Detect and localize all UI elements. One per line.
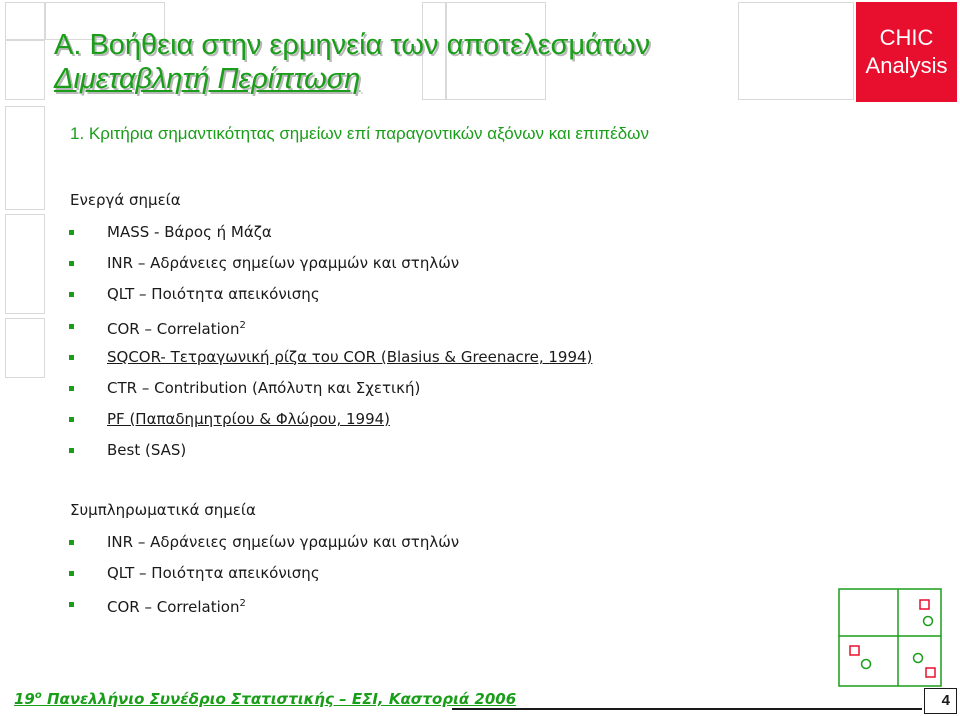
bullet-icon	[69, 571, 74, 576]
list-item: INR – Αδράνειες σημείων γραμμών και στηλών	[68, 253, 592, 284]
superscript: 2	[239, 598, 246, 610]
footer-superscript: ο	[34, 690, 42, 701]
active-points-title: Ενεργά σημεία	[70, 191, 181, 209]
grid-box	[5, 2, 45, 40]
grid-box	[5, 214, 45, 314]
slide-title	[54, 28, 650, 96]
logo-line-2: Analysis	[865, 53, 948, 78]
list-item: COR – Correlation$^2$	[68, 316, 592, 347]
grid-box	[738, 2, 854, 100]
bullet-icon	[69, 230, 74, 235]
title-line-2: Διμεταβλητή Περίπτωση	[54, 63, 361, 95]
bullet-icon	[69, 261, 74, 266]
supplementary-points-list	[68, 532, 459, 626]
grid-box	[5, 40, 45, 100]
list-item	[68, 409, 592, 440]
bullet-icon	[69, 386, 74, 391]
bullet-icon	[69, 292, 74, 297]
list-item: CTR – Contribution (Απόλυτη και Σχετική)	[68, 378, 592, 409]
supplementary-points-title: Συμπληρωματικά σημεία	[70, 501, 256, 519]
chic-analysis-logo	[856, 2, 957, 102]
footer-text: $19^o$ Πανελλήνιο Συνέδριο Στατιστικής – ΕΣΙ, Καστοριά 2006	[14, 690, 517, 708]
section-heading: 1. Κριτήρια σημαντικότητας σημείων επί παραγοντικών αξόνων και επιπέδων	[70, 124, 649, 143]
logo-line-1: CHIC	[879, 25, 934, 50]
list-item	[68, 347, 592, 378]
list-item: QLT – Ποιότητα απεικόνισης	[68, 563, 459, 594]
bullet-icon	[69, 324, 74, 329]
reference-link-text: PF (Παπαδημητρίου & Φλώρου, 1994)	[107, 410, 391, 429]
factor-plane-decoration-icon	[838, 588, 942, 688]
reference-link-text: SQCOR- Τετραγωνική ρίζα του COR (Blasius & Greenacre, 1994)	[107, 347, 593, 366]
bullet-icon	[69, 448, 74, 453]
grid-box	[5, 318, 45, 378]
title-line-1: Α. Βοήθεια στην ερμηνεία των αποτελεσμάτων	[54, 29, 651, 61]
list-item: QLT – Ποιότητα απεικόνισης	[68, 284, 592, 315]
list-item: INR – Αδράνειες σημείων γραμμών και στηλών	[68, 532, 459, 563]
bullet-icon	[69, 417, 74, 422]
footer-rule	[452, 708, 922, 710]
bullet-icon	[69, 540, 74, 545]
grid-box	[5, 106, 45, 210]
page-number: 4	[924, 688, 957, 714]
bullet-icon	[69, 602, 74, 607]
list-item: Best (SAS)	[68, 440, 592, 471]
list-item: COR – Correlation$^2$	[68, 594, 459, 625]
bullet-icon	[69, 355, 74, 360]
list-item: MASS - Βάρος ή Μάζα	[68, 222, 592, 253]
superscript: 2	[239, 319, 246, 331]
active-points-list	[68, 222, 592, 472]
